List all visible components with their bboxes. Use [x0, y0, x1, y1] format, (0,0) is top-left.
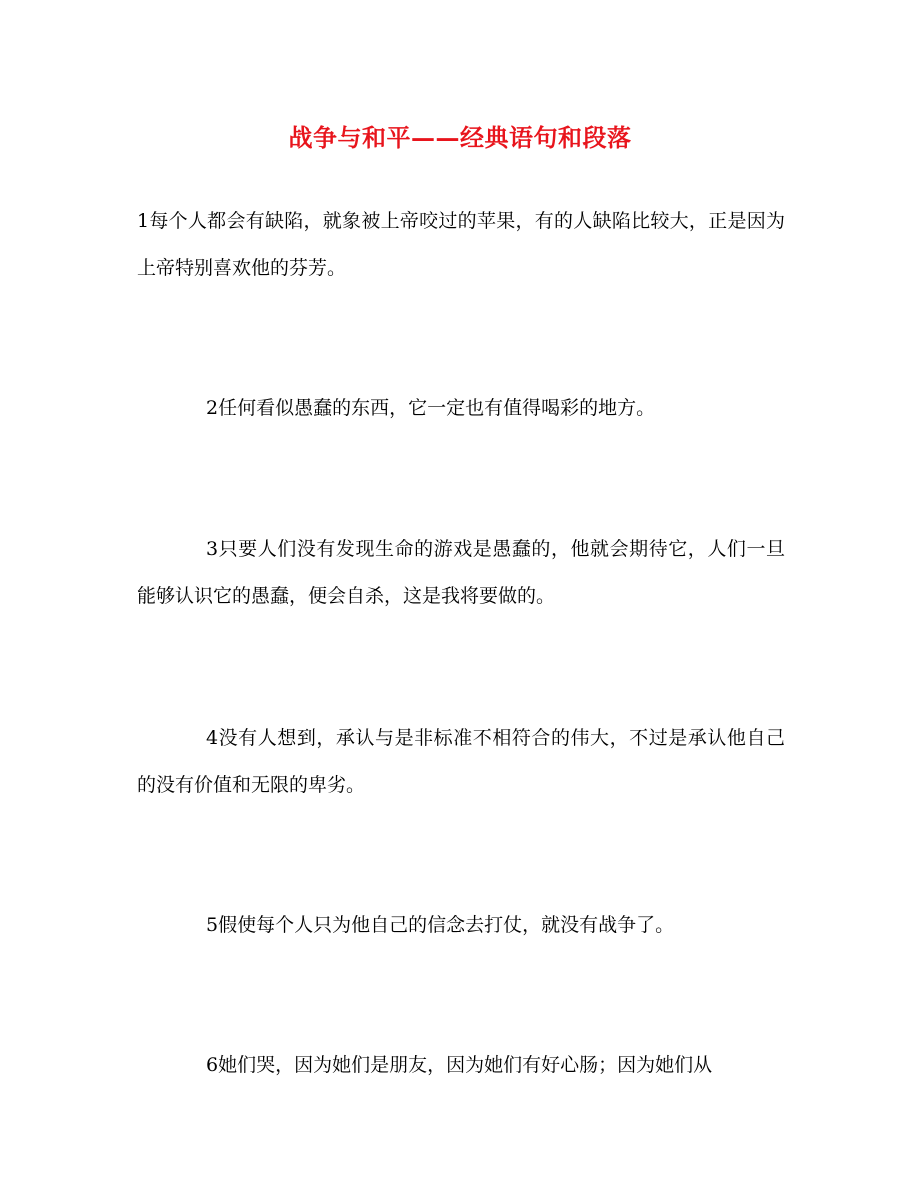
document-title: 战争与和平——经典语句和段落	[288, 123, 632, 152]
paragraph-2: 2任何看似愚蠢的东西，它一定也有值得喝彩的地方。	[206, 397, 656, 419]
paragraph-5: 5假使每个人只为他自己的信念去打仗，就没有战争了。	[206, 914, 675, 936]
paragraph-6: 6她们哭，因为她们是朋友，因为她们有好心肠；因为她们从	[206, 1054, 713, 1076]
paragraph-3: 3只要人们没有发现生命的游戏是愚蠢的，他就会期待它，人们一旦能够认识它的愚蠢，便会自杀，这是我将要做的。	[137, 538, 785, 607]
paragraph-4: 4没有人想到，承认与是非标准不相符合的伟大，不过是承认他自己的没有价值和无限的卑劣。	[137, 727, 785, 796]
paragraph-1: 1每个人都会有缺陷，就象被上帝咬过的苹果，有的人缺陷比较大，正是因为上帝特别喜欢他的芬芳。	[137, 210, 785, 279]
